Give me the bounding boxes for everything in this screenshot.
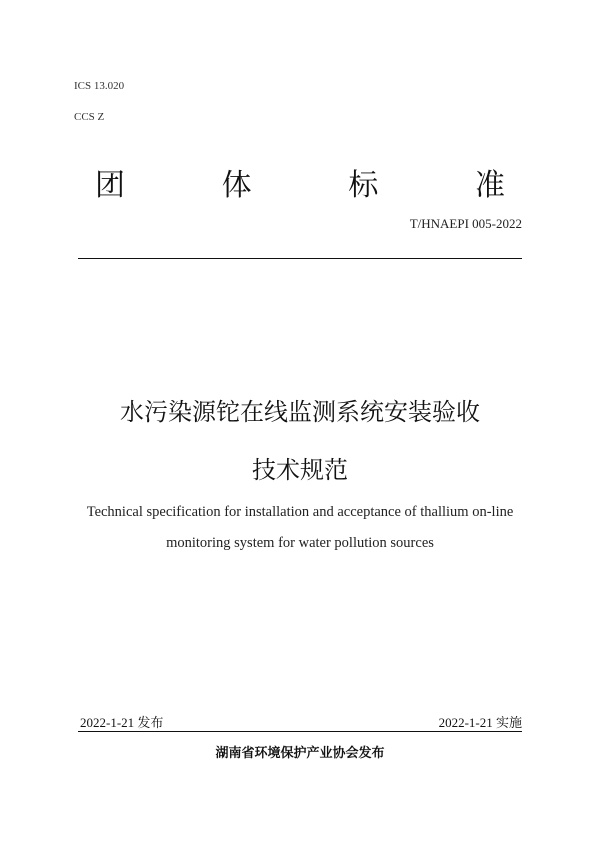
ccs-code: CCS Z (74, 111, 105, 123)
doc-type-char: 准 (474, 168, 505, 203)
title-chinese-line1: 水污染源铊在线监测系统安装验收 (120, 398, 480, 426)
document-type-heading (95, 160, 505, 204)
footer-divider (78, 731, 522, 732)
standard-number: T/HNAEPI 005-2022 (409, 216, 522, 231)
doc-type-char: 团 (95, 168, 125, 203)
implement-date: 2022-1-21 实施 (438, 715, 522, 730)
publisher: 湖南省环境保护产业协会发布 (215, 746, 385, 761)
title-english-line2: monitoring system for water pollution sources (166, 535, 434, 551)
header-divider (78, 258, 522, 259)
doc-type-char: 体 (221, 168, 252, 203)
title-chinese-line2: 技术规范 (252, 456, 348, 484)
doc-type-char: 标 (348, 168, 379, 203)
ics-code: ICS 13.020 (74, 80, 125, 92)
publish-date: 2022-1-21 发布 (80, 715, 164, 730)
title-english-line1: Technical specification for installation and acceptance of thallium on-line (86, 504, 514, 520)
